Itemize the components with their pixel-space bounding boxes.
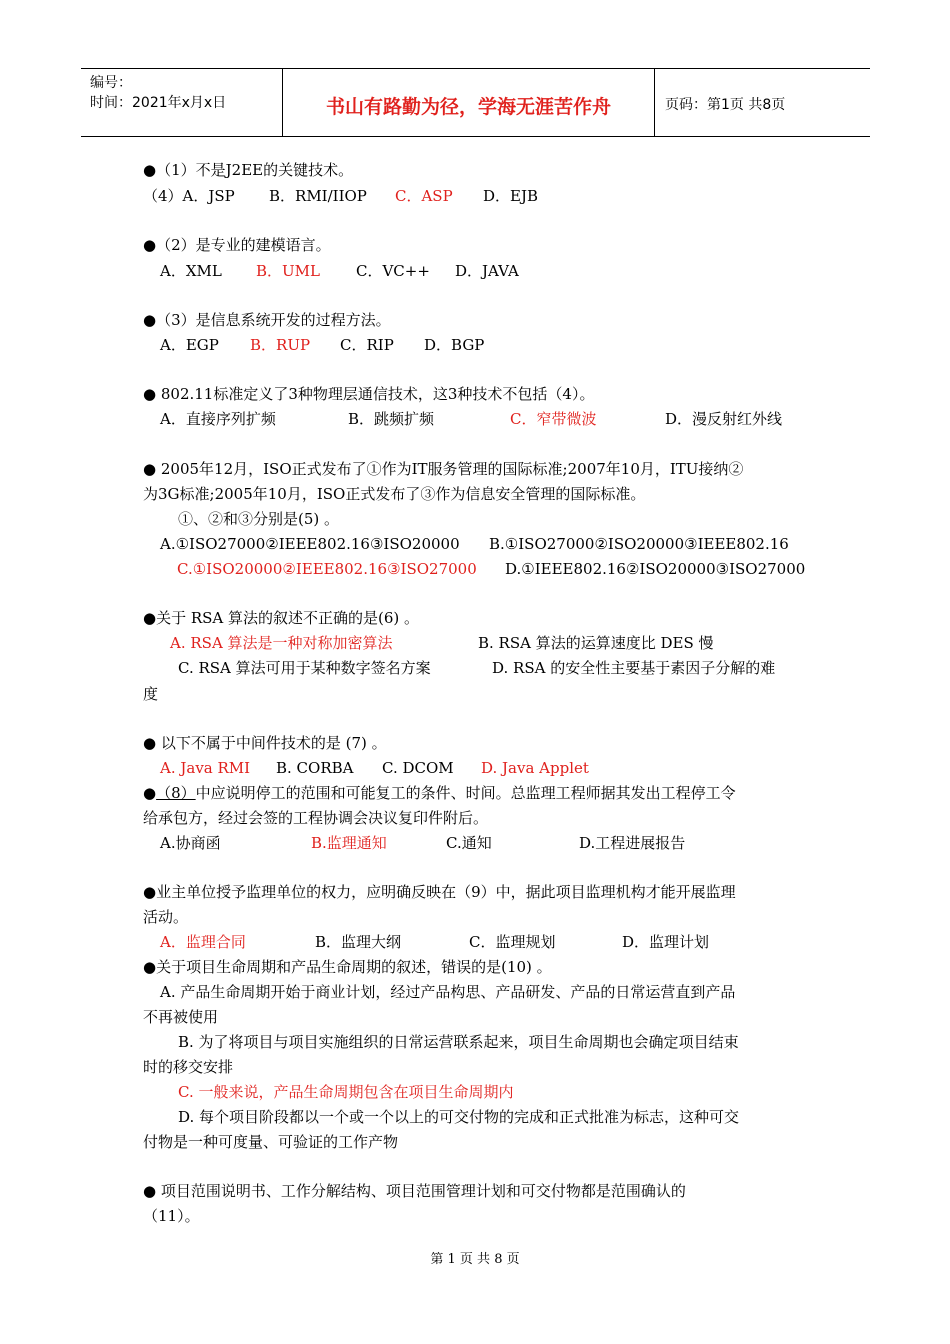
q10-option-d: D. 每个项目阶段都以一个或一个以上的可交付物的完成和正式批准为标志，这种可交	[178, 1108, 740, 1126]
page-header	[81, 68, 870, 137]
q1-option-a: （4）A．JSP	[143, 187, 235, 205]
q8-stem-line2: 给承包方，经过会签的工程协调会决议复印件附后。	[143, 809, 489, 827]
q7-option-b: B. CORBA	[276, 759, 354, 777]
q3-option-b: B．RUP	[250, 336, 311, 354]
q2-stem: ●（2）是专业的建模语言。	[143, 236, 331, 254]
q10-option-d-cont: 付物是一种可度量、可验证的工作产物	[143, 1133, 399, 1151]
q5-option-a: A.①ISO27000②IEEE802.16③ISO20000	[160, 535, 460, 553]
q9-option-b: B．监理大纲	[315, 933, 402, 951]
q10-option-a: A. 产品生命周期开始于商业计划，经过产品构思、产品研发、产品的日常运营直到产品	[160, 983, 736, 1001]
q4-option-c: C．窄带微波	[510, 410, 597, 428]
q9-stem-line2: 活动。	[143, 908, 189, 926]
serial-label: 编号：	[90, 75, 132, 91]
q3-stem: ●（3）是信息系统开发的过程方法。	[143, 311, 391, 329]
q10-option-a-cont: 不再被使用	[143, 1008, 219, 1026]
q10-option-b: B. 为了将项目与项目实施组织的日常运营联系起来，项目生命周期也会确定项目结束	[178, 1033, 739, 1051]
q1-option-c: C．ASP	[395, 187, 453, 205]
q3-option-c: C．RIP	[340, 336, 394, 354]
q1-stem: ●（1）不是J2EE的关键技术。	[143, 161, 354, 179]
q5-stem-line2: 为3G标准;2005年10月，ISO正式发布了③作为信息安全管理的国际标准。	[143, 485, 646, 503]
q9-option-a: A．监理合同	[160, 933, 246, 951]
q10-option-b-cont: 时的移交安排	[143, 1058, 234, 1076]
q6-option-c: C. RSA 算法可用于某种数字签名方案	[178, 659, 431, 677]
q8-bullet: ●	[143, 784, 157, 802]
q8-blank: （8）	[156, 784, 196, 802]
q8-stem-line1	[143, 783, 736, 803]
q6-option-d: D. RSA 的安全性主要基于素因子分解的难	[492, 659, 776, 677]
header-motto-cell	[283, 69, 655, 136]
q7-option-c: C. DCOM	[382, 759, 454, 777]
q5-option-c: C.①ISO20000②IEEE802.16③ISO27000	[177, 560, 477, 578]
q2-option-c: C．VC++	[356, 262, 430, 280]
q8-option-c: C.通知	[446, 834, 492, 852]
q4-stem: ● 802.11标准定义了3种物理层通信技术，这3种技术不包括（4）。	[143, 385, 595, 403]
q3-option-d: D．BGP	[424, 336, 485, 354]
q6-option-d-cont: 度	[143, 685, 159, 703]
q5-option-b: B.①ISO27000②ISO20000③IEEE802.16	[489, 535, 789, 553]
q5-stem-line3: ①、②和③分别是(5) 。	[178, 510, 340, 528]
q6-option-b: B. RSA 算法的运算速度比 DES 慢	[478, 634, 714, 652]
header-page-cell	[655, 69, 870, 136]
page-number: 页码：第1页 共8页	[665, 97, 786, 113]
q9-option-d: D．监理计划	[622, 933, 710, 951]
q5-option-d: D.①IEEE802.16②ISO20000③ISO27000	[505, 560, 806, 578]
q6-option-a: A. RSA 算法是一种对称加密算法	[170, 634, 393, 652]
q6-stem: ●关于 RSA 算法的叙述不正确的是(6) 。	[143, 609, 420, 627]
q4-option-b: B．跳频扩频	[348, 410, 435, 428]
q7-stem: ● 以下不属于中间件技术的是 (7) 。	[143, 734, 387, 752]
q1-option-d: D．EJB	[483, 187, 539, 205]
q2-option-a: A．XML	[160, 262, 222, 280]
q4-option-a: A．直接序列扩频	[160, 410, 276, 428]
q11-stem-line2: （11）。	[143, 1207, 200, 1225]
q8-stem-text: 中应说明停工的范围和可能复工的条件、时间。总监理工程师据其发出工程停工令	[195, 784, 736, 802]
q3-option-a: A．EGP	[160, 336, 219, 354]
page-footer: 第 1 页 共 8 页	[430, 1252, 520, 1267]
q8-option-a: A.协商函	[160, 834, 221, 852]
q2-option-b: B．UML	[256, 262, 320, 280]
q4-option-d: D．漫反射红外线	[665, 410, 783, 428]
q5-stem-line1: ● 2005年12月，ISO正式发布了①作为IT服务管理的国际标准;2007年10月，ITU接纳②	[143, 460, 744, 478]
q7-option-a: A. Java RMI	[160, 759, 251, 777]
motto: 书山有路勤为径，学海无涯苦作舟	[325, 96, 611, 118]
q8-option-d: D.工程进展报告	[579, 834, 686, 852]
q7-option-d: D. Java Applet	[481, 759, 589, 777]
q10-option-c: C. 一般来说，产品生命周期包含在项目生命周期内	[178, 1083, 514, 1101]
q9-option-c: C．监理规划	[469, 933, 556, 951]
q10-stem: ●关于项目生命周期和产品生命周期的叙述，错误的是(10) 。	[143, 958, 552, 976]
q9-stem-line1: ●业主单位授予监理单位的权力，应明确反映在（9）中，据此项目监理机构才能开展监理	[143, 883, 736, 901]
q11-stem-line1: ● 项目范围说明书、工作分解结构、项目范围管理计划和可交付物都是范围确认的	[143, 1182, 686, 1200]
q1-option-b: B．RMI/IIOP	[269, 187, 367, 205]
header-meta-cell	[81, 69, 283, 136]
q2-option-d: D．JAVA	[455, 262, 519, 280]
q8-option-b: B.监理通知	[311, 834, 387, 852]
time-label: 时间：2021年x月x日	[90, 95, 227, 111]
